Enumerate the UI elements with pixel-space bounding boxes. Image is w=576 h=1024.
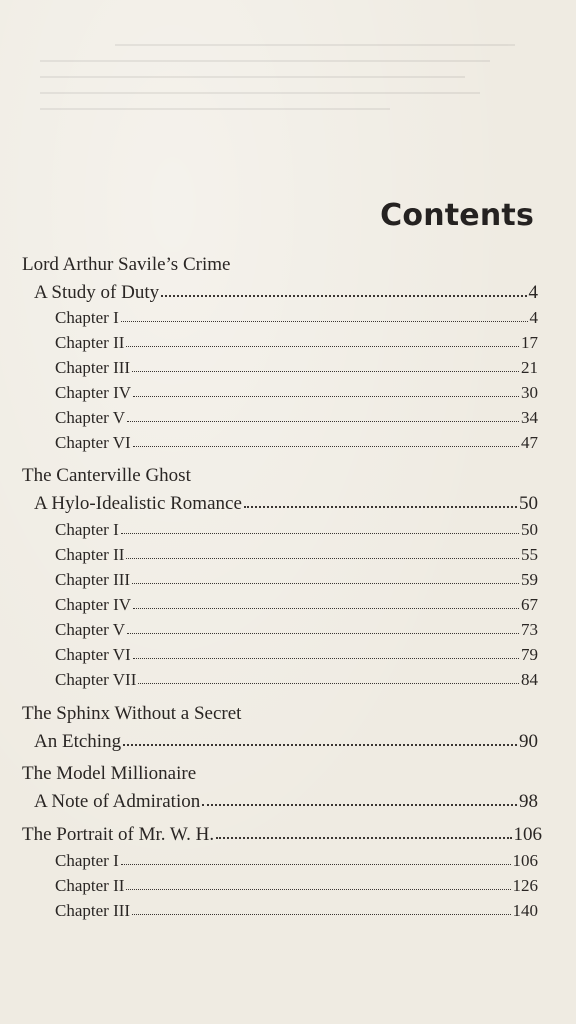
toc-page-number: 98: [519, 791, 538, 812]
toc-label: Chapter VI: [55, 645, 131, 664]
toc-label: Chapter II: [55, 545, 125, 564]
toc-story-title[interactable]: [22, 464, 191, 488]
toc-page-number: 21: [521, 358, 538, 377]
toc-page-number: 17: [521, 333, 538, 352]
toc-page-number: 47: [521, 433, 538, 452]
dot-leader: [132, 365, 519, 372]
toc-chapter-entry[interactable]: [55, 849, 538, 873]
toc-page-number: 84: [521, 670, 538, 689]
toc-page-number: 106: [512, 851, 538, 870]
toc-chapter-entry[interactable]: [55, 668, 538, 692]
dot-leader: [133, 390, 519, 397]
toc-label: Chapter IV: [55, 595, 132, 614]
toc-story-entry[interactable]: [22, 823, 542, 847]
toc-page-number: 4: [529, 308, 538, 327]
page-title: Contents: [380, 198, 534, 233]
toc-label: The Portrait of Mr. W. H.: [22, 824, 215, 845]
toc-page-number: 55: [521, 545, 538, 564]
dot-leader: [133, 652, 519, 659]
toc-page-number: 79: [521, 645, 538, 664]
dot-leader: [126, 883, 510, 890]
toc-label: Chapter II: [55, 333, 125, 352]
toc-page-number: 126: [512, 876, 538, 895]
toc-chapter-entry[interactable]: [55, 593, 538, 617]
toc-subtitle-entry[interactable]: [34, 281, 538, 305]
toc-chapter-entry[interactable]: [55, 643, 538, 667]
toc-chapter-entry[interactable]: [55, 356, 538, 380]
toc-label: The Canterville Ghost: [22, 465, 191, 486]
toc-label: A Hylo-Idealistic Romance: [34, 493, 242, 514]
toc-label: Chapter VI: [55, 433, 131, 452]
toc-chapter-entry[interactable]: [55, 381, 538, 405]
toc-label: A Study of Duty: [34, 282, 160, 303]
toc-label: Chapter III: [55, 901, 131, 920]
toc-story-title[interactable]: [22, 702, 241, 726]
toc-label: The Model Millionaire: [22, 763, 197, 784]
dot-leader: [121, 858, 511, 865]
toc-subtitle-entry[interactable]: [34, 790, 538, 814]
toc-page-number: 67: [521, 595, 538, 614]
toc-label: Chapter V: [55, 408, 126, 427]
dot-leader: [123, 738, 517, 746]
toc-chapter-entry[interactable]: [55, 543, 538, 567]
dot-leader: [126, 552, 519, 559]
toc-page-number: 30: [521, 383, 538, 402]
toc-label: Chapter V: [55, 620, 126, 639]
toc-chapter-entry[interactable]: [55, 331, 538, 355]
toc-label: Chapter I: [55, 308, 119, 327]
toc-chapter-entry[interactable]: [55, 874, 538, 898]
toc-label: A Note of Admiration: [34, 791, 201, 812]
toc-label: The Sphinx Without a Secret: [22, 703, 242, 724]
dot-leader: [127, 415, 519, 422]
dot-leader: [161, 289, 526, 297]
toc-label: Lord Arthur Savile’s Crime: [22, 254, 231, 275]
toc-chapter-entry[interactable]: [55, 618, 538, 642]
toc-subtitle-entry[interactable]: [34, 730, 538, 754]
toc-page-number: 59: [521, 570, 538, 589]
toc-page-number: 50: [519, 493, 538, 514]
toc-chapter-entry[interactable]: [55, 431, 538, 455]
toc-label: Chapter III: [55, 570, 131, 589]
dot-leader: [138, 677, 519, 684]
dot-leader: [216, 831, 511, 839]
toc-label: Chapter I: [55, 851, 119, 870]
toc-label: Chapter II: [55, 876, 125, 895]
toc-page-number: 90: [519, 731, 538, 752]
toc-page-number: 140: [512, 901, 538, 920]
toc-story-title[interactable]: [22, 253, 230, 277]
dot-leader: [244, 500, 517, 508]
toc-label: Chapter I: [55, 520, 119, 539]
dot-leader: [132, 908, 510, 915]
toc-chapter-entry[interactable]: [55, 406, 538, 430]
toc-label: Chapter III: [55, 358, 131, 377]
dot-leader: [121, 527, 519, 534]
toc-page-number: 106: [513, 824, 542, 845]
toc-chapter-entry[interactable]: [55, 306, 538, 330]
bleed-through-text: [40, 30, 540, 210]
toc-chapter-entry[interactable]: [55, 518, 538, 542]
dot-leader: [126, 340, 519, 347]
toc-page-number: 34: [521, 408, 538, 427]
toc-chapter-entry[interactable]: [55, 568, 538, 592]
toc-subtitle-entry[interactable]: [34, 492, 538, 516]
dot-leader: [121, 315, 528, 322]
toc-page-number: 50: [521, 520, 538, 539]
dot-leader: [127, 627, 519, 634]
toc-label: Chapter VII: [55, 670, 137, 689]
toc-page-number: 73: [521, 620, 538, 639]
dot-leader: [132, 577, 519, 584]
toc-label: An Etching: [34, 731, 122, 752]
toc-story-title[interactable]: [22, 762, 196, 786]
toc-page-number: 4: [528, 282, 538, 303]
dot-leader: [133, 602, 519, 609]
dot-leader: [202, 798, 517, 806]
dot-leader: [133, 440, 519, 447]
toc-label: Chapter IV: [55, 383, 132, 402]
toc-chapter-entry[interactable]: [55, 899, 538, 923]
